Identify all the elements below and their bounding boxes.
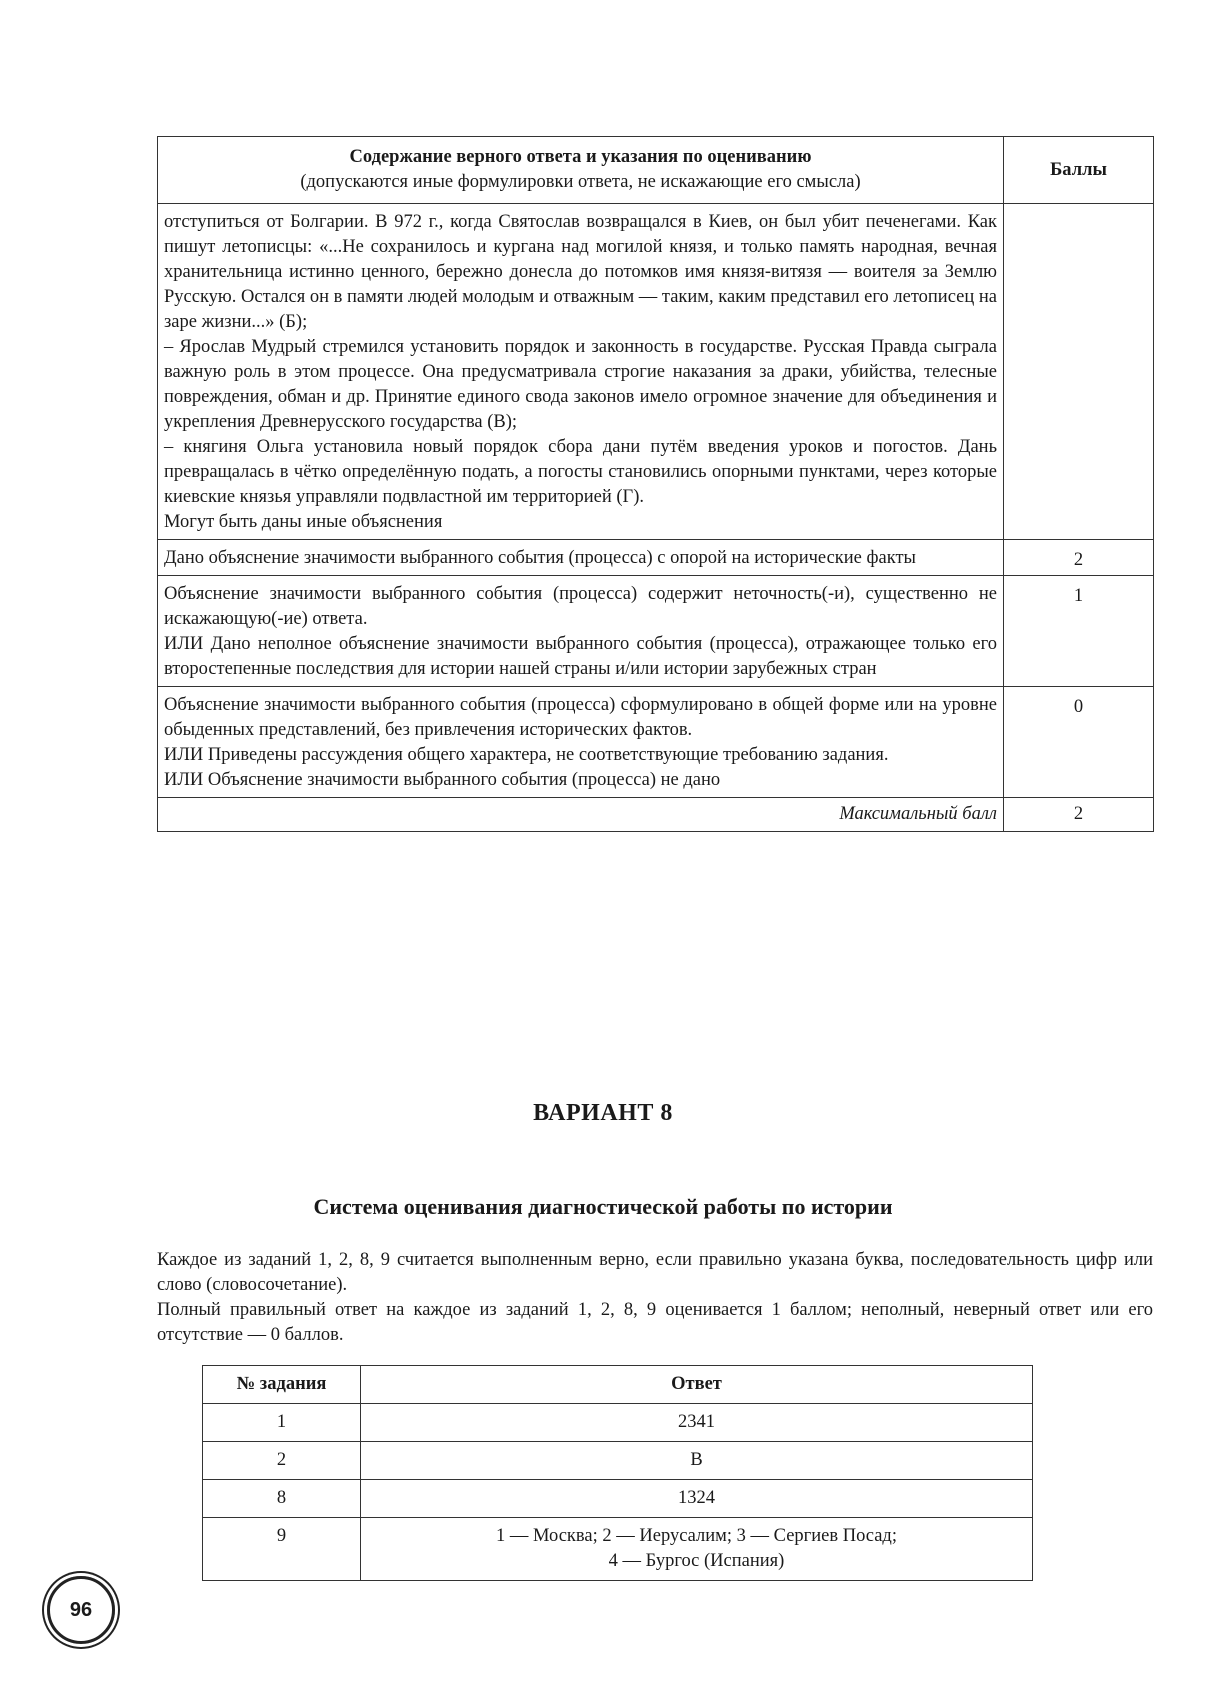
variant-title: ВАРИАНТ 8 — [533, 1100, 673, 1126]
criteria-row-points: 2 — [1004, 540, 1154, 576]
max-score-label: Максимальный балл — [158, 798, 1004, 832]
task-number: 1 — [203, 1404, 361, 1442]
criteria-line: Дано объяснение значимости выбранного события (процесса) с опорой на исторические факты — [164, 548, 916, 568]
criteria-table — [157, 136, 1154, 832]
criteria-header-content — [158, 137, 1004, 204]
criteria-row — [158, 576, 1154, 687]
answers-header-num: № задания — [203, 1366, 361, 1404]
answer-line: 1 — Москва; 2 — Иерусалим; 3 — Сергиев Посад; — [496, 1526, 897, 1546]
criteria-row-points: 0 — [1004, 687, 1154, 798]
criteria-row-text — [158, 540, 1004, 576]
criteria-header-points: Баллы — [1004, 137, 1154, 204]
criteria-row — [158, 540, 1154, 576]
criteria-line: Объяснение значимости выбранного события (процесса) сформулировано в общей форме или на уровне обыденных представлений, без привлечения исторических фактов. — [164, 695, 997, 740]
page-number: 96 — [47, 1576, 115, 1644]
criteria-header-sub: (допускаются иные формулировки ответа, не искажающие его смысла) — [300, 172, 861, 192]
criteria-row — [158, 687, 1154, 798]
answers-header-row — [203, 1366, 1033, 1404]
task-answer: 2341 — [361, 1404, 1033, 1442]
task-answer: 1324 — [361, 1480, 1033, 1518]
intro-paragraph-1 — [157, 1248, 1153, 1298]
task-answer — [361, 1518, 1033, 1581]
continuation-paragraph: отступиться от Болгарии. В 972 г., когда Святослав возвращался в Киев, он был убит печенегами. Как пишут летописцы: «...Не сохранилось и кургана над могилой князя, и только память народная, вечная хранительница истинно ценного, бережно донесла до потомков имя князя-витязя — воителя за Землю Русскую. Остался он в памяти людей молодым и отважным — таким, каким представил его летописец на заре жизни...» (Б); — [164, 212, 997, 332]
table-row — [203, 1404, 1033, 1442]
task-answer: В — [361, 1442, 1033, 1480]
criteria-row-points: 1 — [1004, 576, 1154, 687]
criteria-line: ИЛИ Дано неполное объяснение значимости выбранного события (процесса), отражающее только его второстепенные последствия для истории нашей страны и/или истории зарубежных стран — [164, 634, 997, 679]
intro-p2-text: Полный правильный ответ на каждое из заданий 1, 2, 8, 9 оценивается 1 баллом; неполный, неверный ответ или его отсутствие — 0 баллов. — [157, 1300, 1153, 1345]
criteria-header-row — [158, 137, 1154, 204]
continuation-paragraph: – княгиня Ольга установила новый порядок сбора дани путём введения уроков и погостов. Дань превращалась в чётко определённую подать, а погосты становились опорными пунктами, через которые киевские князья управляли подвластной им территорией (Г). — [164, 437, 997, 507]
intro-paragraph-2 — [157, 1298, 1153, 1348]
answers-header-answer: Ответ — [361, 1366, 1033, 1404]
task-number: 9 — [203, 1518, 361, 1581]
max-score-value: 2 — [1004, 798, 1154, 832]
system-title: Система оценивания диагностической работы по истории — [313, 1194, 893, 1219]
answers-table — [202, 1365, 1033, 1581]
criteria-row-text — [158, 576, 1004, 687]
table-row — [203, 1518, 1033, 1581]
criteria-continuation-row — [158, 204, 1154, 540]
table-row — [203, 1480, 1033, 1518]
criteria-continuation-text — [158, 204, 1004, 540]
criteria-line: Объяснение значимости выбранного события (процесса) содержит неточность(-и), существенно не искажающую(-ие) ответа. — [164, 584, 997, 629]
intro-text — [157, 1248, 1153, 1348]
continuation-paragraph: – Ярослав Мудрый стремился установить порядок и законность в государстве. Русская Правда сыграла важную роль в этом процессе. Она предусматривала строгие наказания за драки, убийства, телесные повреждения, обман и др. Принятие единого свода законов имело огромное значение для объединения и укрепления Древнерусского государства (В); — [164, 337, 997, 432]
task-number: 8 — [203, 1480, 361, 1518]
criteria-continuation-points — [1004, 204, 1154, 540]
answer-line: 4 — Бургос (Испания) — [608, 1551, 785, 1571]
table-row — [203, 1442, 1033, 1480]
criteria-line: ИЛИ Объяснение значимости выбранного события (процесса) не дано — [164, 770, 721, 790]
criteria-header-main: Содержание верного ответа и указания по оцениванию — [349, 147, 812, 167]
intro-p1-text: Каждое из заданий 1, 2, 8, 9 считается выполненным верно, если правильно указана буква, последовательность цифр или слово (словосочетание). — [157, 1250, 1153, 1295]
task-number: 2 — [203, 1442, 361, 1480]
criteria-line: ИЛИ Приведены рассуждения общего характера, не соответствующие требованию задания. — [164, 745, 889, 765]
criteria-row-text — [158, 687, 1004, 798]
continuation-paragraph: Могут быть даны иные объяснения — [164, 512, 443, 532]
criteria-max-row — [158, 798, 1154, 832]
